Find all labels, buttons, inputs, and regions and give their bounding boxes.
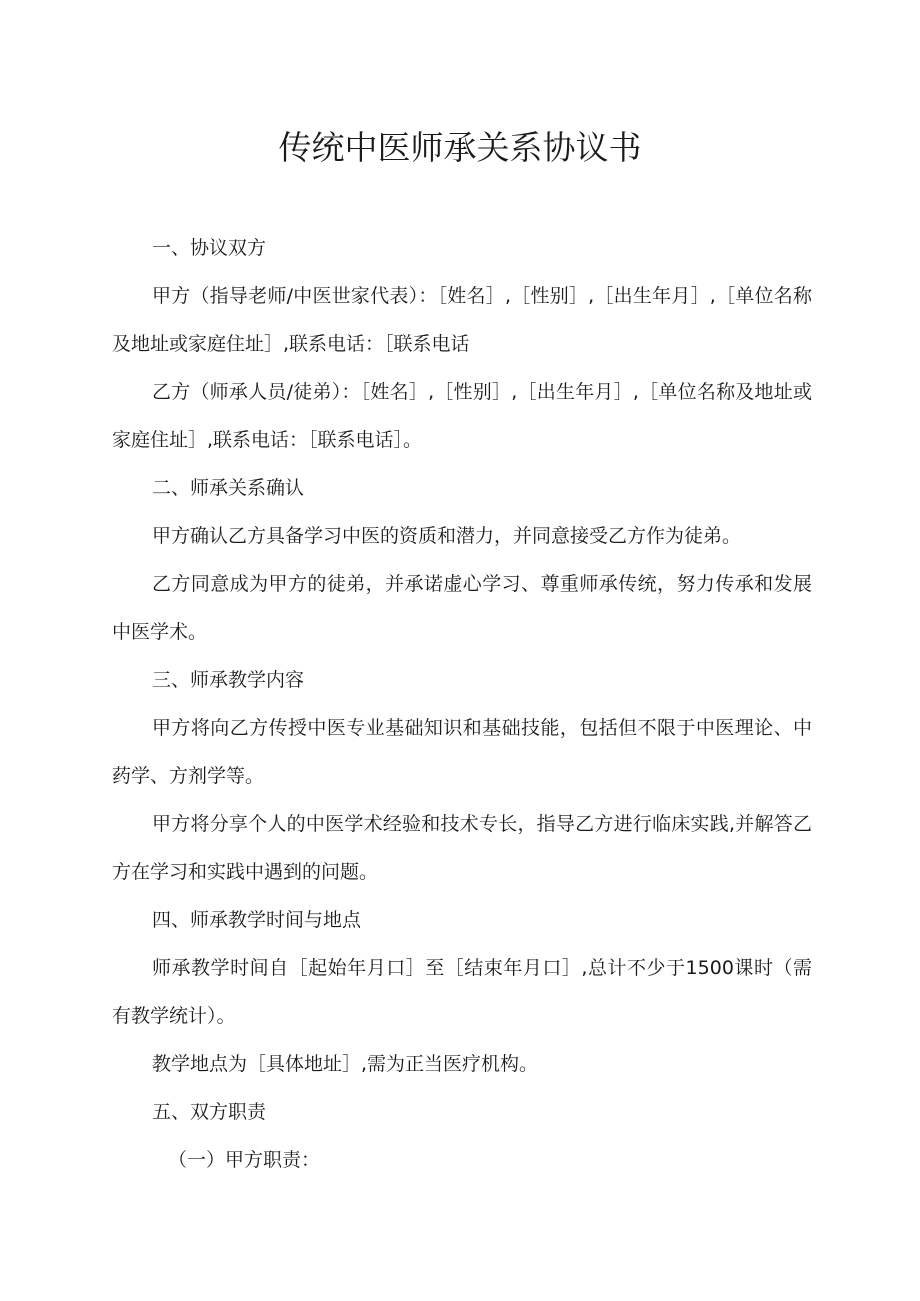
content-experience: 甲方将分享个人的中医学术经验和技术专长，指导乙方进行临床实践,并解答乙方在学习和实践中遇到的问题。 xyxy=(112,813,812,883)
teaching-time: 师承教学时间自［起始年月口］至［结束年月口］,总计不少于1500课时（需有教学统计）。 xyxy=(112,957,812,1027)
section-heading-content: 三、师承教学内容 xyxy=(152,669,305,691)
section-heading-confirmation: 二、师承关系确认 xyxy=(152,477,305,499)
section-heading-time-place: 四、师承教学时间与地点 xyxy=(152,909,362,931)
confirmation-party-a: 甲方确认乙方具备学习中医的资质和潜力，并同意接受乙方作为徒弟。 xyxy=(152,525,742,547)
party-b-info: 乙方（师承人员/徒弟）：［姓名］,［性别］,［出生年月］,［单位名称及地址或家庭住址］,联系电话：［联系电话］。 xyxy=(112,381,812,451)
section-heading-parties: 一、协议双方 xyxy=(152,237,267,259)
party-a-info: 甲方（指导老师/中医世家代表）：［姓名］,［性别］,［出生年月］,［单位名称及地址或家庭住址］,联系电话：［联系电话 xyxy=(112,285,812,355)
subsection-party-a-duties: （一）甲方职责： xyxy=(168,1149,321,1171)
document-body xyxy=(112,224,812,1184)
content-basic-knowledge: 甲方将向乙方传授中医专业基础知识和基础技能，包括但不限于中医理论、中药学、方剂学等。 xyxy=(112,717,812,787)
document-title: 传统中医师承关系协议书 xyxy=(278,128,642,167)
confirmation-party-b: 乙方同意成为甲方的徒弟，并承诺虚心学习、尊重师承传统，努力传承和发展中医学术。 xyxy=(112,573,812,643)
section-heading-duties: 五、双方职责 xyxy=(152,1101,267,1123)
teaching-place: 教学地点为［具体地址］,需为正当医疗机构。 xyxy=(152,1053,539,1075)
